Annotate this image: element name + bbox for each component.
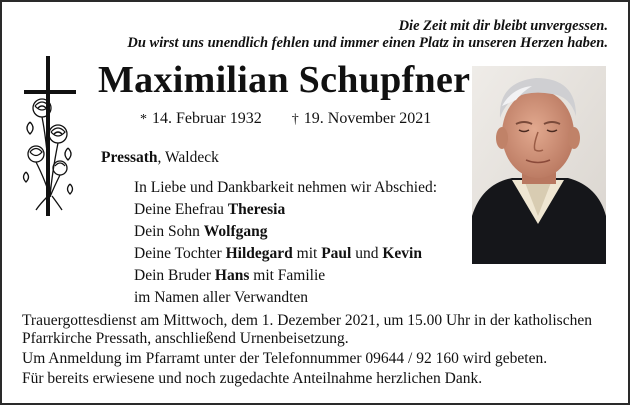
wife-name: Theresia — [227, 201, 286, 218]
death-symbol: † — [291, 112, 299, 127]
daughter-partner: Paul — [321, 245, 352, 262]
brother-prefix: Dein Bruder — [134, 267, 215, 284]
motto-line-1: Die Zeit mit dir bleibt unvergessen. — [398, 18, 608, 34]
birth-date: 14. Februar 1932 — [152, 110, 262, 127]
family-brother — [134, 265, 437, 287]
wife-prefix: Deine Ehefrau — [134, 201, 228, 218]
family-list — [134, 177, 437, 309]
death-date: 19. November 2021 — [303, 110, 432, 127]
cross-with-roses-icon — [18, 56, 84, 216]
service-information — [22, 312, 612, 388]
son-name: Wolfgang — [203, 223, 268, 240]
daughter-mid-1: mit — [292, 245, 322, 262]
place — [101, 149, 219, 167]
family-intro: In Liebe und Dankbarkeit nehmen wir Abschied: — [134, 179, 438, 196]
motto — [127, 18, 608, 52]
motto-line-2: Du wirst uns unendlich fehlen und immer einen Platz in unseren Herzen haben. — [127, 35, 608, 51]
brother-name: Hans — [214, 267, 250, 284]
deceased-name: Maximilian Schupfner — [98, 59, 471, 101]
portrait-photo — [472, 66, 606, 264]
thanks-text: Für bereits erwiesene und noch zugedachte Anteilnahme herzlichen Dank. — [22, 370, 483, 387]
place-suffix: , Waldeck — [157, 149, 219, 166]
daughter-mid-2: und — [351, 245, 383, 262]
daughter-child: Kevin — [382, 245, 422, 262]
place-town: Pressath — [101, 149, 158, 166]
family-son — [134, 221, 437, 243]
daughter-prefix: Deine Tochter — [134, 245, 226, 262]
family-wife — [134, 199, 437, 221]
life-dates — [140, 110, 431, 128]
family-daughter — [134, 243, 437, 265]
family-relatives: im Namen aller Verwandten — [134, 289, 309, 306]
birth-symbol: * — [140, 112, 147, 127]
son-prefix: Dein Sohn — [134, 223, 204, 240]
registration-text: Um Anmeldung im Pfarramt unter der Telefonnummer 09644 / 92 160 wird gebeten. — [22, 350, 548, 367]
service-text: Trauergottesdienst am Mittwoch, dem 1. Dezember 2021, um 15.00 Uhr in der katholischen Pfarrkirche Pressath, anschließend Urnenbeisetzung. — [22, 312, 592, 347]
brother-suffix: mit Familie — [249, 267, 326, 284]
daughter-name: Hildegard — [225, 245, 293, 262]
